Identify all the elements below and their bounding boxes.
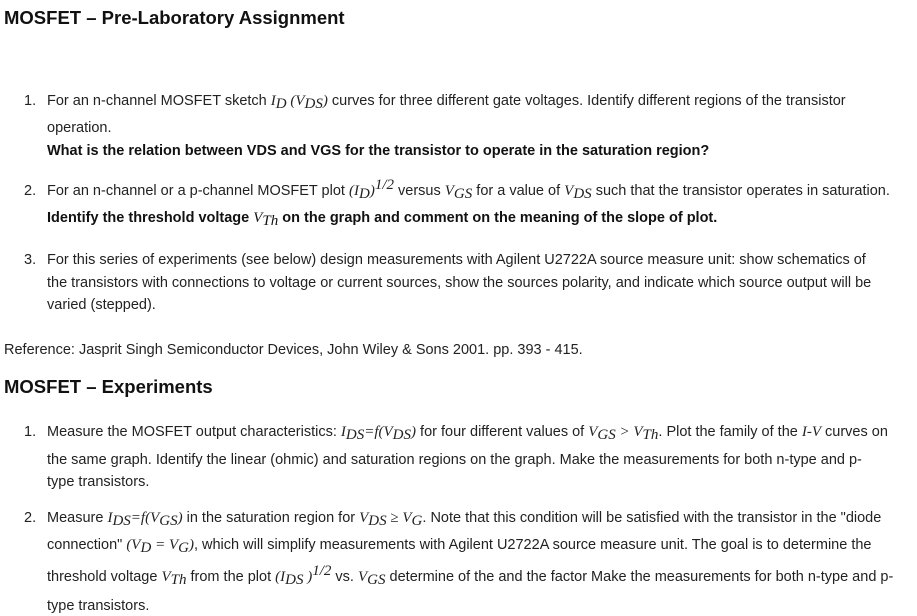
pre-lab-title: MOSFET – Pre-Laboratory Assignment [4, 7, 345, 28]
item-number: 3. [24, 252, 37, 268]
experiment-item-2-line-2: connection" $(V_D = V_G)$, which will simplify measurements with Agilent U2722A source measure unit. The goal is to determine the [47, 537, 872, 556]
item-number: 2. [24, 510, 37, 526]
pre-lab-item-1-line-1: For an n-channel MOSFET sketch $I_D$ $(V_{DS})$ curves for three different gate voltages. Identify different regions of the transistor [47, 93, 846, 112]
reference-text: Reference: Jasprit Singh Semiconductor Devices, John Wiley & Sons 2001. pp. 393 - 415. [4, 342, 583, 358]
pre-lab-item-1-line-2: operation. [47, 120, 112, 136]
pre-lab-item-3-line-2: the transistors with connections to voltage or current sources, show the sources polarity, and indicate which source output will be [47, 275, 872, 291]
pre-lab-item-3-line-3: varied (stepped). [47, 297, 156, 313]
experiment-item-1-line-3: type transistors. [47, 474, 150, 490]
experiment-item-2-line-4: type transistors. [47, 598, 150, 614]
pre-lab-item-1-question: What is the relation between VDS and VGS for the transistor to operate in the saturation region? [47, 143, 710, 159]
experiments-title: MOSFET – Experiments [4, 376, 213, 397]
pre-lab-item-2-line-1: For an n-channel or a p-channel MOSFET plot $(I_D)^{1/2}$ versus $V_{GS}$ for a value of $V_{DS}$ such that the transistor operates in saturation. [47, 177, 890, 202]
experiment-item-2-line-3: threshold voltage $V_{Th}$ from the plot ($I_{DS}$ )$^{1/2}$ vs. $V_{GS}$ determine of the and the factor Make the measurements for both n-type and p- [47, 563, 894, 588]
experiment-item-2-line-1: Measure $I_{DS}=f(V_{GS})$ in the saturation region for $V_{DS} \ge V_G$. Note that this condition will be satisfied with the transistor in the "diode [47, 510, 882, 529]
item-number: 2. [24, 183, 37, 199]
item-number: 1. [24, 424, 37, 440]
experiment-item-1-line-2: the same graph. Identify the linear (ohmic) and saturation regions on the graph. Make the measurements for both n-type and p- [47, 452, 862, 468]
pre-lab-item-2-line-2: Identify the threshold voltage $V_{Th}$ on the graph and comment on the meaning of the slope of plot. [47, 210, 718, 229]
pre-lab-item-3-line-1: For this series of experiments (see below) design measurements with Agilent U2722A source measure unit: show schematics of [47, 252, 866, 268]
item-number: 1. [24, 93, 37, 109]
experiment-item-1-line-1: Measure the MOSFET output characteristics: $I_{DS}=f(V_{DS})$ for four different values of $V_{GS} > V_{Th}$. Plot the family of the I-V curves on [47, 424, 888, 443]
